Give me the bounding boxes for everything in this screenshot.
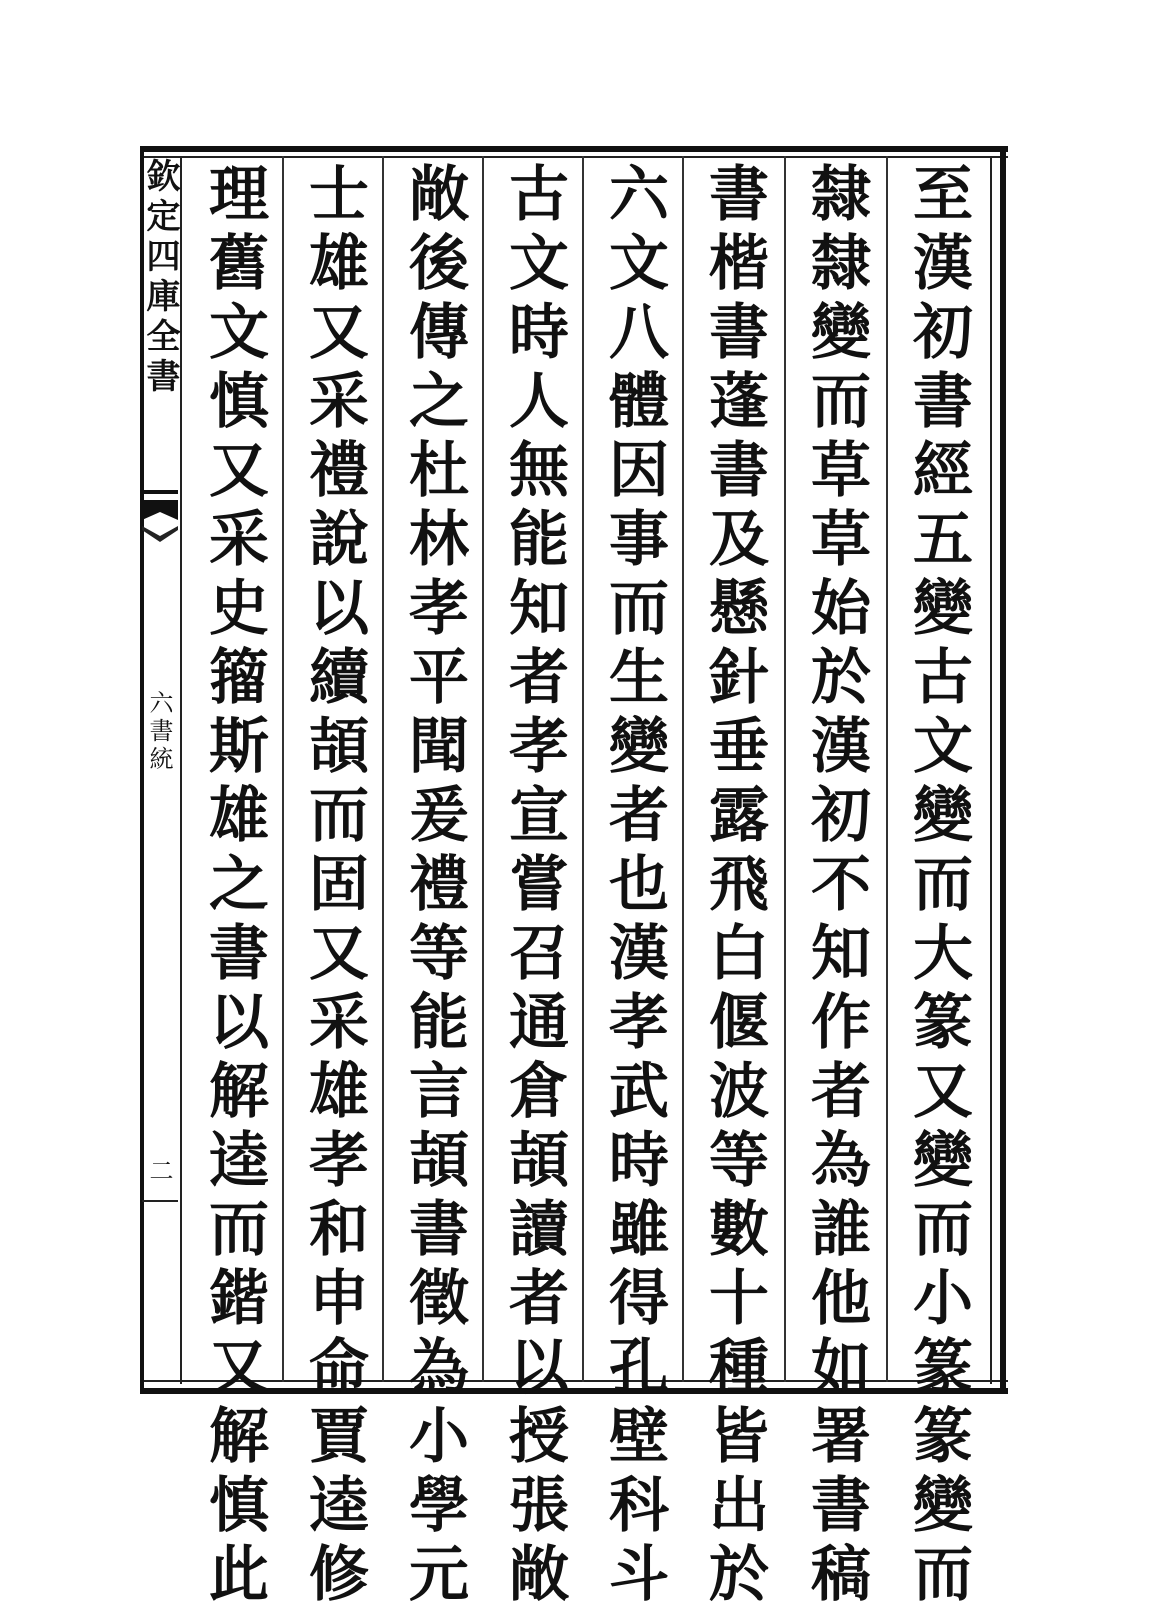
column-rule: [282, 156, 284, 1382]
collection-title: 欽定四庫全書: [140, 158, 180, 398]
column-rule: [382, 156, 384, 1382]
column-rule: [784, 156, 786, 1382]
column-rule: [682, 156, 684, 1382]
text-column: 六文八體因事而生變者也漢孝武時雖得孔壁科斗: [599, 162, 669, 1611]
book-title: 六書統: [145, 690, 173, 774]
page-number: 二: [145, 1158, 173, 1182]
text-column: 古文時人無能知者孝宣嘗召通倉頡讀者以授張敞: [499, 162, 569, 1611]
text-column: 敞後傳之杜林孝平聞爰禮等能言頡書徵為小學元: [399, 162, 469, 1611]
column-rule: [482, 156, 484, 1382]
column-rule: [582, 156, 584, 1382]
column-rule: [886, 156, 888, 1382]
text-column: 至漢初書經五變古文變而大篆又變而小篆篆變而: [903, 162, 973, 1611]
frame-right-inner-border: [990, 156, 992, 1384]
text-column: 士雄又采禮說以續頡而固又采雄孝和申命賈逵修: [299, 162, 369, 1611]
banner-divider: [142, 1200, 178, 1202]
text-column: 書楷書蓬書及懸針垂露飛白偃波等數十種皆出於: [699, 162, 769, 1611]
fish-tail-ornament-icon: [142, 490, 178, 560]
frame-top-inner-border: [140, 156, 1008, 158]
frame-right-border: [1000, 146, 1006, 1394]
text-column: 理舊文慎又采史籀斯雄之書以解逵而鍇又解慎此: [199, 162, 269, 1611]
frame-top-border: [140, 146, 1008, 152]
text-column: 隸隸變而草草始於漢初不知作者為誰他如署書稿: [801, 162, 871, 1611]
frame-left-inner-border: [180, 156, 182, 1384]
